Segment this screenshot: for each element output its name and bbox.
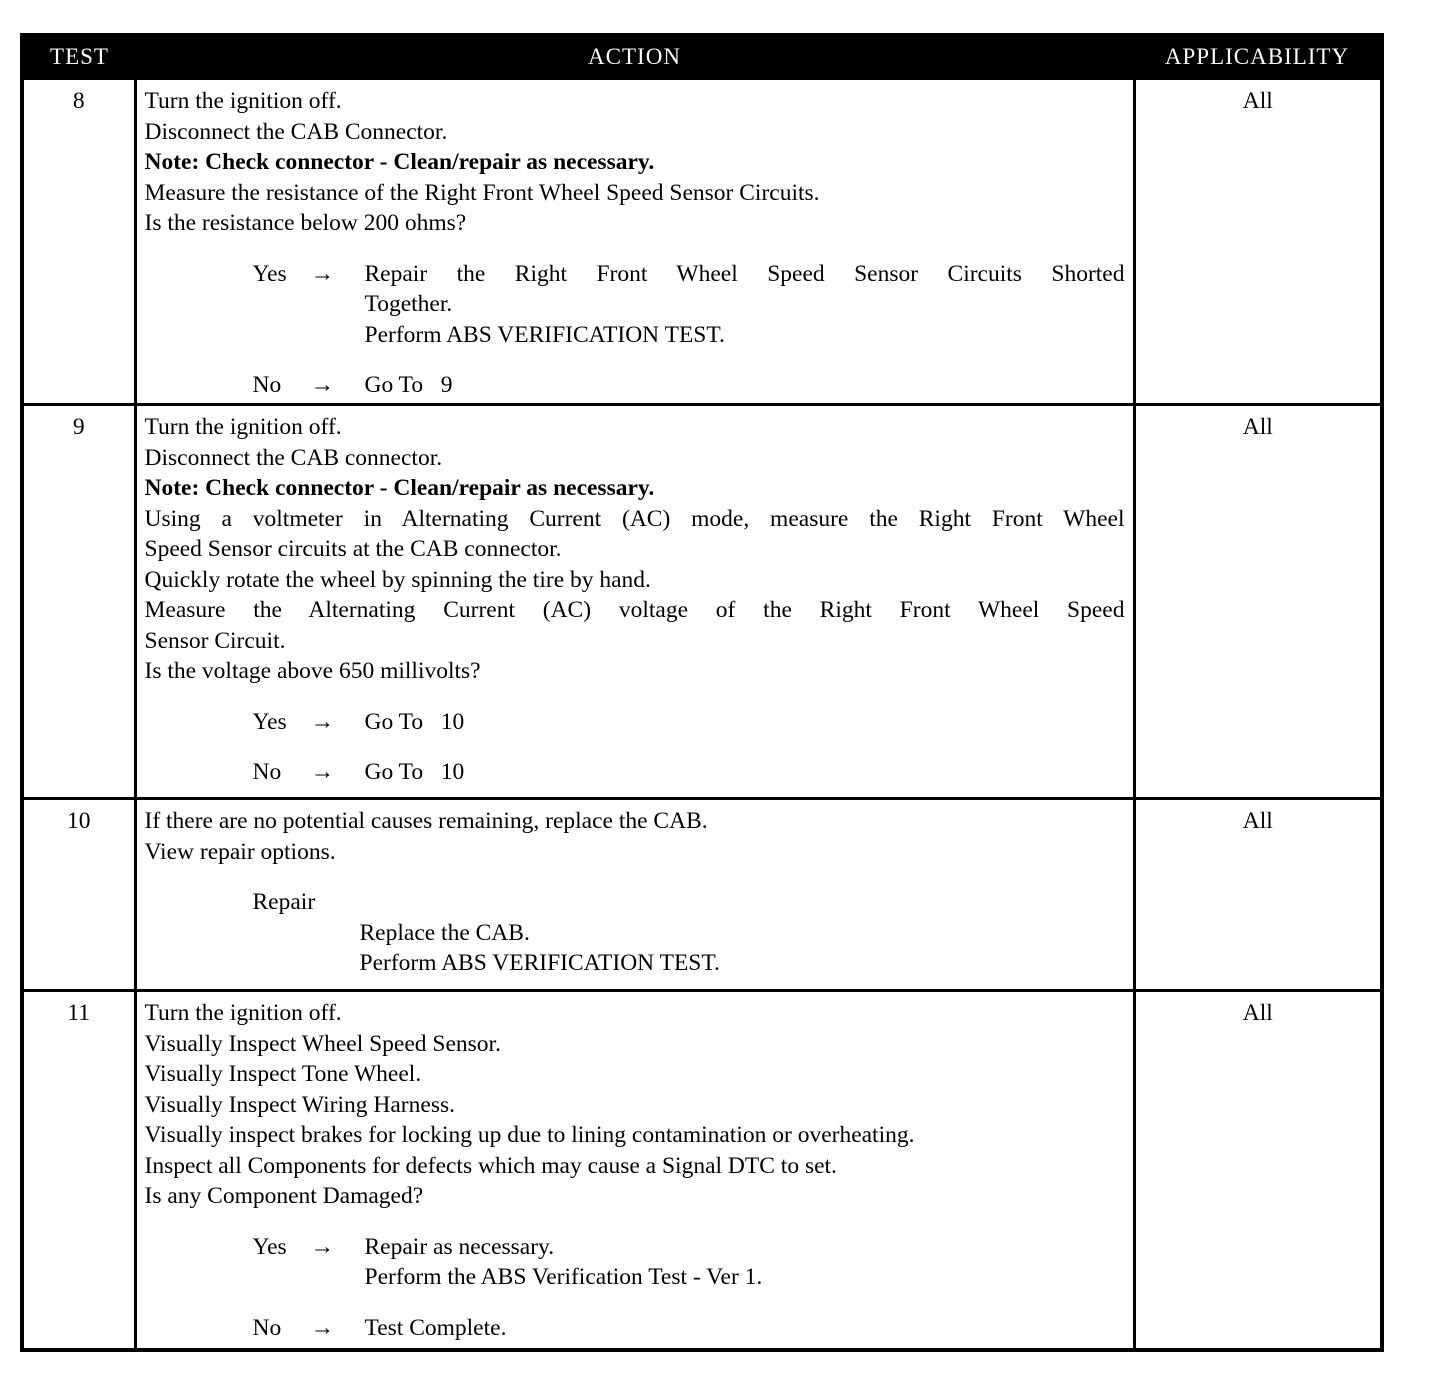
- action-step: Visually Inspect Tone Wheel.: [144, 1061, 422, 1087]
- test-row-8: [22, 79, 1382, 405]
- header-test: TEST: [22, 35, 135, 79]
- applicability-value: All: [1134, 799, 1382, 991]
- header-applicability: APPLICABILITY: [1134, 35, 1382, 79]
- action-cell: [135, 79, 1134, 405]
- yes-outcome: [253, 707, 1125, 738]
- action-step: Quickly rotate the wheel by spinning the tire by hand.: [144, 566, 651, 593]
- action-cell: [135, 991, 1134, 1351]
- arrow-right-icon: →: [310, 372, 334, 398]
- action-step: Measure the Alternating Current (AC) voltage of the Right Front Wheel Speed: [144, 597, 1125, 623]
- no-outcome: [253, 1313, 1125, 1344]
- action-question: Is the resistance below 200 ohms?: [144, 210, 467, 236]
- yes-result: Repair as necessary.: [364, 1233, 555, 1260]
- no-label: No: [252, 1314, 282, 1341]
- yes-label: Yes: [252, 260, 287, 287]
- test-row-10: [22, 799, 1382, 991]
- action-step: Sensor Circuit.: [144, 627, 286, 654]
- applicability-value: All: [1134, 79, 1382, 405]
- action-step: Inspect all Components for defects which may cause a Signal DTC to set.: [144, 1152, 837, 1179]
- test-row-11: [22, 991, 1382, 1351]
- no-outcome: [253, 757, 1125, 788]
- yes-result: Together.: [364, 291, 453, 317]
- action-cell: [135, 405, 1134, 799]
- test-number: 8: [22, 79, 135, 405]
- applicability-value: All: [1134, 405, 1382, 799]
- yes-label: Yes: [252, 1233, 287, 1260]
- no-result: Go To 10: [364, 759, 465, 785]
- arrow-right-icon: →: [310, 759, 334, 785]
- table-header: [22, 35, 1382, 79]
- action-question: Is any Component Damaged?: [144, 1183, 424, 1209]
- test-number: 9: [22, 405, 135, 799]
- no-outcome: [253, 370, 1125, 401]
- action-step: Disconnect the CAB connector.: [144, 444, 443, 471]
- test-number: 10: [22, 799, 135, 991]
- action-step: Visually Inspect Wiring Harness.: [144, 1091, 455, 1118]
- action-note: Note: Check connector - Clean/repair as necessary.: [144, 475, 655, 501]
- arrow-right-icon: →: [310, 708, 334, 735]
- action-question: Is the voltage above 650 millivolts?: [144, 658, 481, 684]
- test-row-9: [22, 405, 1382, 799]
- yes-result: Repair the Right Front Wheel Speed Sensor Circuits Shorted: [364, 260, 1125, 287]
- repair-step: Perform ABS VERIFICATION TEST.: [359, 950, 720, 976]
- no-label: No: [252, 759, 282, 785]
- yes-result: Go To 10: [364, 708, 465, 735]
- no-label: No: [252, 372, 282, 398]
- action-step: Turn the ignition off.: [144, 1000, 342, 1026]
- test-number: 11: [22, 991, 135, 1351]
- header-action: ACTION: [135, 35, 1134, 79]
- action-step: Visually inspect brakes for locking up due to lining contamination or overheating.: [144, 1122, 915, 1148]
- action-step: Measure the resistance of the Right Front Wheel Speed Sensor Circuits.: [144, 179, 820, 206]
- no-result: Test Complete.: [364, 1314, 507, 1341]
- yes-label: Yes: [252, 708, 287, 735]
- action-step: Speed Sensor circuits at the CAB connector.: [144, 536, 562, 562]
- repair-label: Repair: [252, 889, 316, 915]
- yes-outcome: [253, 259, 1125, 351]
- action-step: View repair options.: [144, 838, 336, 865]
- repair-step: Replace the CAB.: [359, 919, 530, 946]
- action-step: Visually Inspect Wheel Speed Sensor.: [144, 1030, 501, 1057]
- yes-result: Perform ABS VERIFICATION TEST.: [364, 321, 725, 348]
- no-result: Go To 9: [364, 372, 453, 398]
- arrow-right-icon: →: [310, 1314, 334, 1341]
- action-cell: [135, 799, 1134, 991]
- action-step: Turn the ignition off.: [144, 88, 342, 114]
- diagnostic-test-table: [20, 33, 1384, 1352]
- yes-outcome: [253, 1232, 1125, 1293]
- action-step: Using a voltmeter in Alternating Current (AC) mode, measure the Right Front Wheel: [144, 505, 1125, 532]
- action-note: Note: Check connector - Clean/repair as necessary.: [144, 149, 655, 175]
- arrow-right-icon: →: [310, 1233, 334, 1260]
- applicability-value: All: [1134, 991, 1382, 1351]
- action-step: If there are no potential causes remaining, replace the CAB.: [144, 808, 708, 834]
- action-step: Turn the ignition off.: [144, 414, 342, 440]
- yes-result: Perform the ABS Verification Test - Ver 1.: [364, 1264, 763, 1290]
- action-step: Disconnect the CAB Connector.: [144, 118, 448, 145]
- arrow-right-icon: →: [310, 260, 334, 287]
